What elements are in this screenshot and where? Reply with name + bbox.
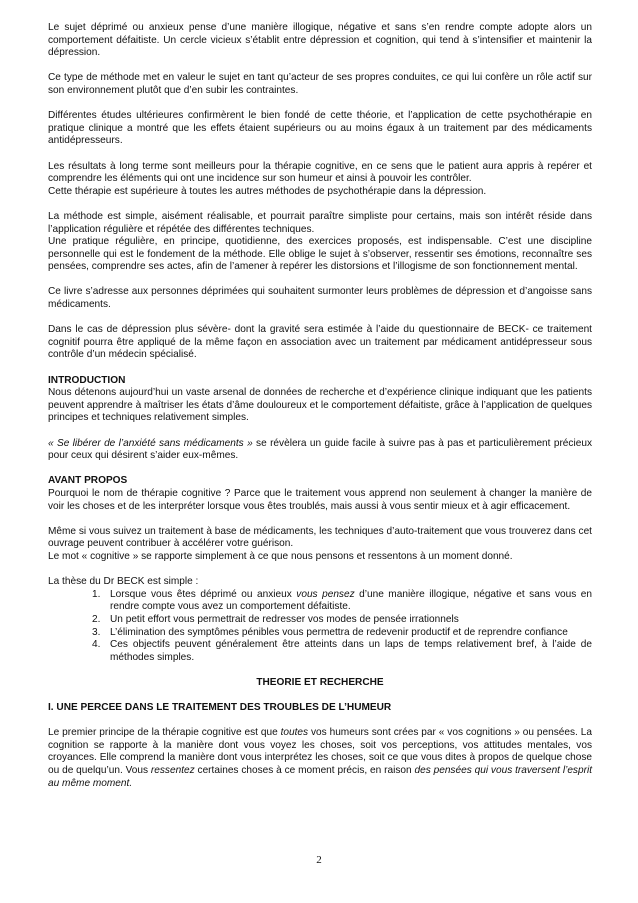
list-number: 4.	[92, 639, 101, 651]
paragraph	[48, 526, 592, 564]
paragraph: Ce livre s’adresse aux personnes déprimées qui souhaitent surmonter leurs problèmes de dépression et d’angoisse sans médicaments.	[48, 286, 592, 311]
section-heading: I. UNE PERCEE DANS LE TRAITEMENT DES TROUBLES DE L’HUMEUR	[48, 702, 392, 714]
introduction-heading: INTRODUCTION	[48, 374, 126, 386]
list-number: 1.	[92, 588, 101, 600]
text-run: Le premier principe de la thérapie cognitive est que	[48, 727, 281, 739]
text-run: certaines choses à ce moment précis, en raison	[194, 765, 415, 777]
introduction-text: Nous détenons aujourd’hui un vaste arsenal de données de recherche et d’expérience clinique indiquant que les patients peuvent apprendre à maîtriser les états d’âme douloureux et le comportement défaitiste, grâce à l’application de quelques principes et techniques relativement simples.	[48, 387, 592, 424]
text-emphasis: ressentez	[150, 765, 195, 777]
paragraph-line: Cette thérapie est supérieure à toutes les autres méthodes de psychothérapie dans la dépression.	[48, 185, 487, 197]
text-run: vos humeurs sont crées par « vos cognitions » ou pensées. La cognition se rapporte à la manière dont vous voyez les choses, soit vos perceptions, vos attitudes mentales, vos croyances. Elle comprend la manière dont vous interprétez les choses, soit ce que vous dites à propos de quelque chose ou de quelqu’un. Vous	[48, 727, 592, 777]
list-text: Ces objectifs peuvent généralement être atteints dans un laps de temps relativement bref, à l’aide de méthodes simples.	[110, 639, 592, 663]
paragraph-line: La méthode est simple, aisément réalisable, et pourrait paraître simpliste pour certains, mais son intérêt réside dans l’application régulière et répétée des différentes techniques.	[48, 210, 592, 235]
theorie-title: THEORIE ET RECHERCHE	[256, 676, 384, 688]
list-text: Un petit effort vous permettrait de redresser vos modes de pensée irrationnels	[110, 613, 459, 625]
page-number: 2	[316, 854, 322, 866]
list-text: d’une manière illogique, négative et sans vous en rendre compte vous avez un comportement défaitiste.	[110, 588, 592, 613]
list-item	[48, 589, 592, 614]
paragraph	[48, 727, 592, 790]
book-title: « Se libérer de l’anxiété sans médicaments »	[48, 437, 253, 449]
page-content	[48, 22, 592, 803]
list-emphasis: vous pensez	[296, 588, 355, 600]
list-text: L’élimination des symptômes pénibles vous permettra de redevenir productif et de reprendre confiance	[110, 626, 568, 638]
paragraph: Le sujet déprimé ou anxieux pense d’une manière illogique, négative et sans s’en rendre compte adopte alors un comportement défaitiste. Un cercle vicieux s’établit entre dépression et cognition, qui tend à s’intensifier et maintenir la dépression.	[48, 22, 592, 59]
introduction-quote	[48, 438, 592, 463]
paragraph: Ce type de méthode met en valeur le sujet en tant qu’acteur de ses propres conduites, ce qui lui confère un rôle actif sur son environnement plutôt que d’en subir les contraintes.	[48, 72, 592, 96]
text-emphasis: des pensées qui vous traversent l’esprit au même moment.	[48, 765, 592, 789]
list-item	[48, 627, 592, 640]
paragraph	[48, 211, 592, 274]
paragraph: Dans le cas de dépression plus sévère- dont la gravité sera estimée à l’aide du questionnaire de BECK- ce traitement cognitif pourra être appliqué de la même façon en association avec un traitement par médicament antidépresseur sous contrôle d’un médecin spécialisé.	[48, 324, 592, 361]
list-item	[48, 639, 592, 664]
list-item	[48, 614, 592, 627]
paragraph-line: Les résultats à long terme sont meilleurs pour la thérapie cognitive, en ce sens que le patient aura appris à repérer et comprendre les éléments qui ont une incidence sur son humeur et ainsi à pouvoir les contrôler.	[48, 160, 592, 185]
paragraph	[48, 161, 592, 199]
avant-propos-heading: AVANT PROPOS	[48, 475, 128, 487]
list-text: Lorsque vous êtes déprimé ou anxieux	[110, 588, 297, 600]
paragraph-line: Une pratique régulière, en principe, quotidienne, des exercices proposés, est indispensable. C’est une discipline personnelle qui est le fondement de la méthode. Elle oblige le sujet à s’observer, ressentir ses émotions, reconnaître ses pensées, comprendre ses actes, afin de l’amener à repérer les distorsions et l’illogisme de son fonctionnement mental.	[48, 236, 592, 273]
list-number: 2.	[92, 613, 101, 625]
text-emphasis: toutes	[280, 727, 309, 739]
avant-propos-section	[48, 475, 592, 513]
avant-propos-text: Pourquoi le nom de thérapie cognitive ? Parce que le traitement vous apprend non seulement à changer la manière de voir les choses et de les interpréter lorsque vous êtes troublés, mais aussi à vous sentir mieux et à agir efficacement.	[48, 487, 592, 512]
introduction-section	[48, 375, 592, 425]
these-list	[48, 589, 592, 665]
quote-text: se révèlera un guide facile à suivre pas à pas et particulièrement précieux pour ceux qui désirent s’aider eux-mêmes.	[48, 437, 592, 462]
paragraph-line: Même si vous suivez un traitement à base de médicaments, les techniques d’auto-traitement que vous trouverez dans cet ouvrage peuvent contribuer à accélérer votre guérison.	[48, 525, 592, 550]
these-intro: La thèse du Dr BECK est simple :	[48, 576, 199, 588]
paragraph: Différentes études ultérieures confirmèrent le bien fondé de cette théorie, et l’application de cette psychothérapie en pratique clinique a montré que les effets étaient supérieurs ou au moins égaux à un traitement par des médicaments antidépresseurs.	[48, 110, 592, 147]
list-number: 3.	[92, 626, 101, 638]
paragraph-line: Le mot « cognitive » se rapporte simplement à ce que nous pensons et ressentons à un moment donné.	[48, 550, 513, 562]
